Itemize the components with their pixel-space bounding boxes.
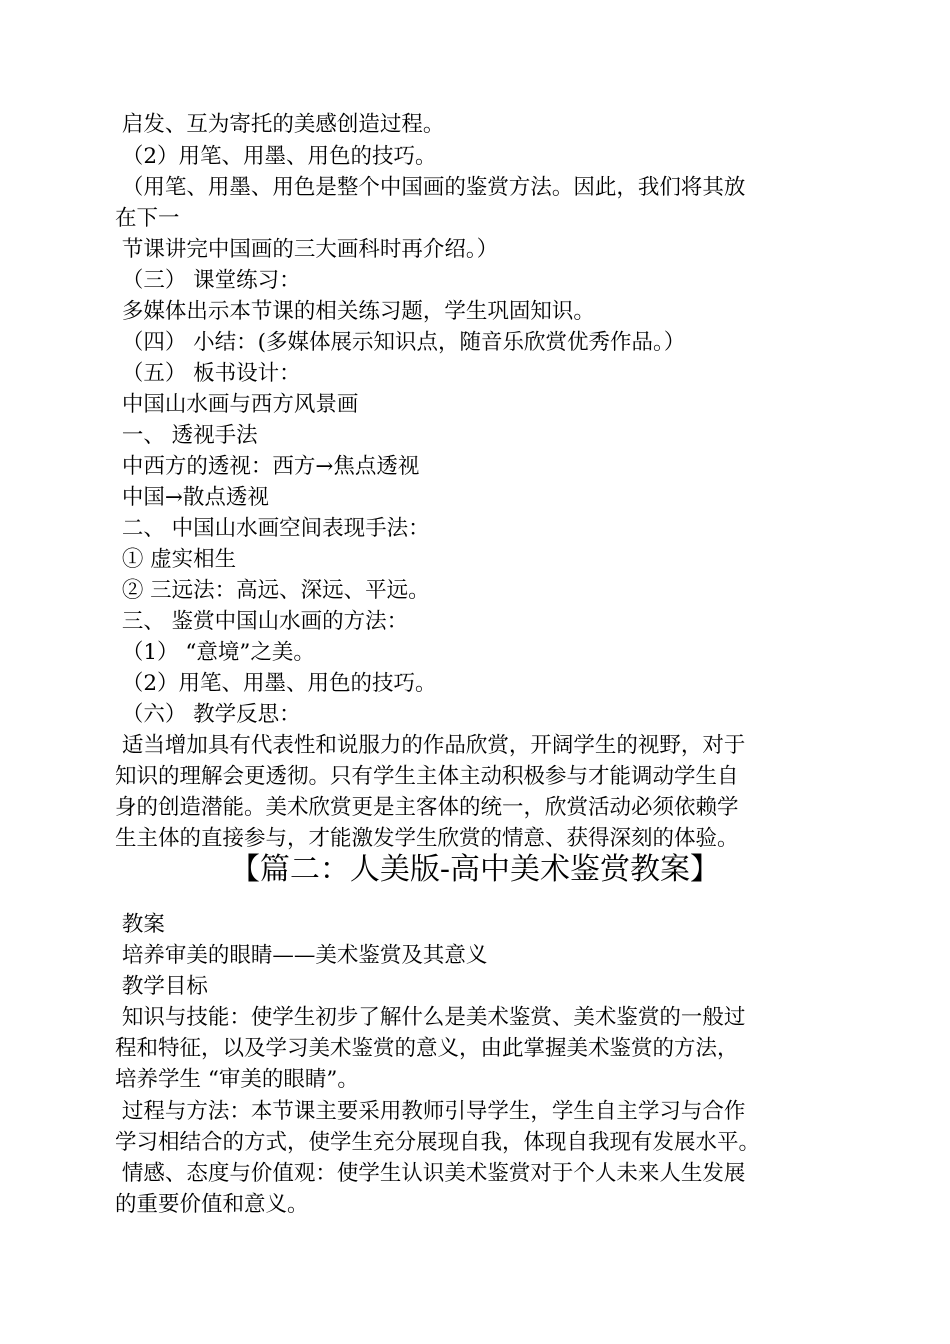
- text-line: 学习相结合的方式，使学生充分展现自我，体现自我现有发展水平。: [115, 1130, 761, 1155]
- text-line: ① 虚实相生: [115, 547, 237, 572]
- text-line: 中国→散点透视: [115, 485, 269, 510]
- text-line: 知识的理解会更透彻。只有学生主体主动积极参与才能调动学生自: [115, 764, 739, 789]
- text-line: （五） 板书设计：: [115, 361, 301, 386]
- text-line: 节课讲完中国画的三大画科时再介绍。）: [115, 237, 499, 262]
- text-line: 教案: [115, 912, 165, 937]
- text-line: （四） 小结：(多媒体展示知识点，随音乐欣赏优秀作品。）: [115, 330, 686, 355]
- text-line: 多媒体出示本节课的相关练习题，学生巩固知识。: [115, 299, 595, 324]
- text-line: 生主体的直接参与，才能激发学生欣赏的情意、获得深刻的体验。: [115, 826, 739, 851]
- text-line: （六） 教学反思：: [115, 702, 301, 727]
- text-line: 情感、态度与价值观：使学生认识美术鉴赏对于个人未来人生发展: [115, 1161, 746, 1186]
- text-line: 培养审美的眼睛——美术鉴赏及其意义: [115, 943, 488, 968]
- section-heading: 【篇二：人美版-高中美术鉴赏教案】: [229, 852, 721, 887]
- text-line: 启发、互为寄托的美感创造过程。: [115, 112, 445, 137]
- text-line: 适当增加具有代表性和说服力的作品欣赏，开阔学生的视野，对于: [115, 733, 746, 758]
- text-line: （用笔、用墨、用色是整个中国画的鉴赏方法。因此，我们将其放: [115, 175, 746, 200]
- text-line: 过程与方法：本节课主要采用教师引导学生，学生自主学习与合作: [115, 1099, 746, 1124]
- text-line: 中西方的透视：西方→焦点透视: [115, 454, 420, 479]
- text-line: 身的创造潜能。美术欣赏更是主客体的统一，欣赏活动必须依赖学: [115, 795, 739, 820]
- text-line: （三） 课堂练习：: [115, 268, 301, 293]
- text-line: 三、 鉴赏中国山水画的方法：: [115, 609, 409, 634]
- text-line: （1） “意境”之美。: [115, 640, 315, 665]
- text-line: （2）用笔、用墨、用色的技巧。: [115, 144, 437, 169]
- text-line: 的重要价值和意义。: [115, 1192, 309, 1217]
- text-line: 培养学生 “审美的眼睛”。: [115, 1067, 359, 1092]
- text-line: ② 三远法：高远、深远、平远。: [115, 578, 430, 603]
- text-line: 一、 透视手法: [115, 423, 258, 448]
- text-line: 在下一: [115, 206, 180, 231]
- text-line: 二、 中国山水画空间表现手法：: [115, 516, 430, 541]
- text-line: （2）用笔、用墨、用色的技巧。: [115, 671, 437, 696]
- text-line: 知识与技能：使学生初步了解什么是美术鉴赏、美术鉴赏的一般过: [115, 1005, 746, 1030]
- text-line: 程和特征，以及学习美术鉴赏的意义，由此掌握美术鉴赏的方法，: [115, 1036, 739, 1061]
- text-line: 中国山水画与西方风景画: [115, 392, 359, 417]
- text-line: 教学目标: [115, 974, 208, 999]
